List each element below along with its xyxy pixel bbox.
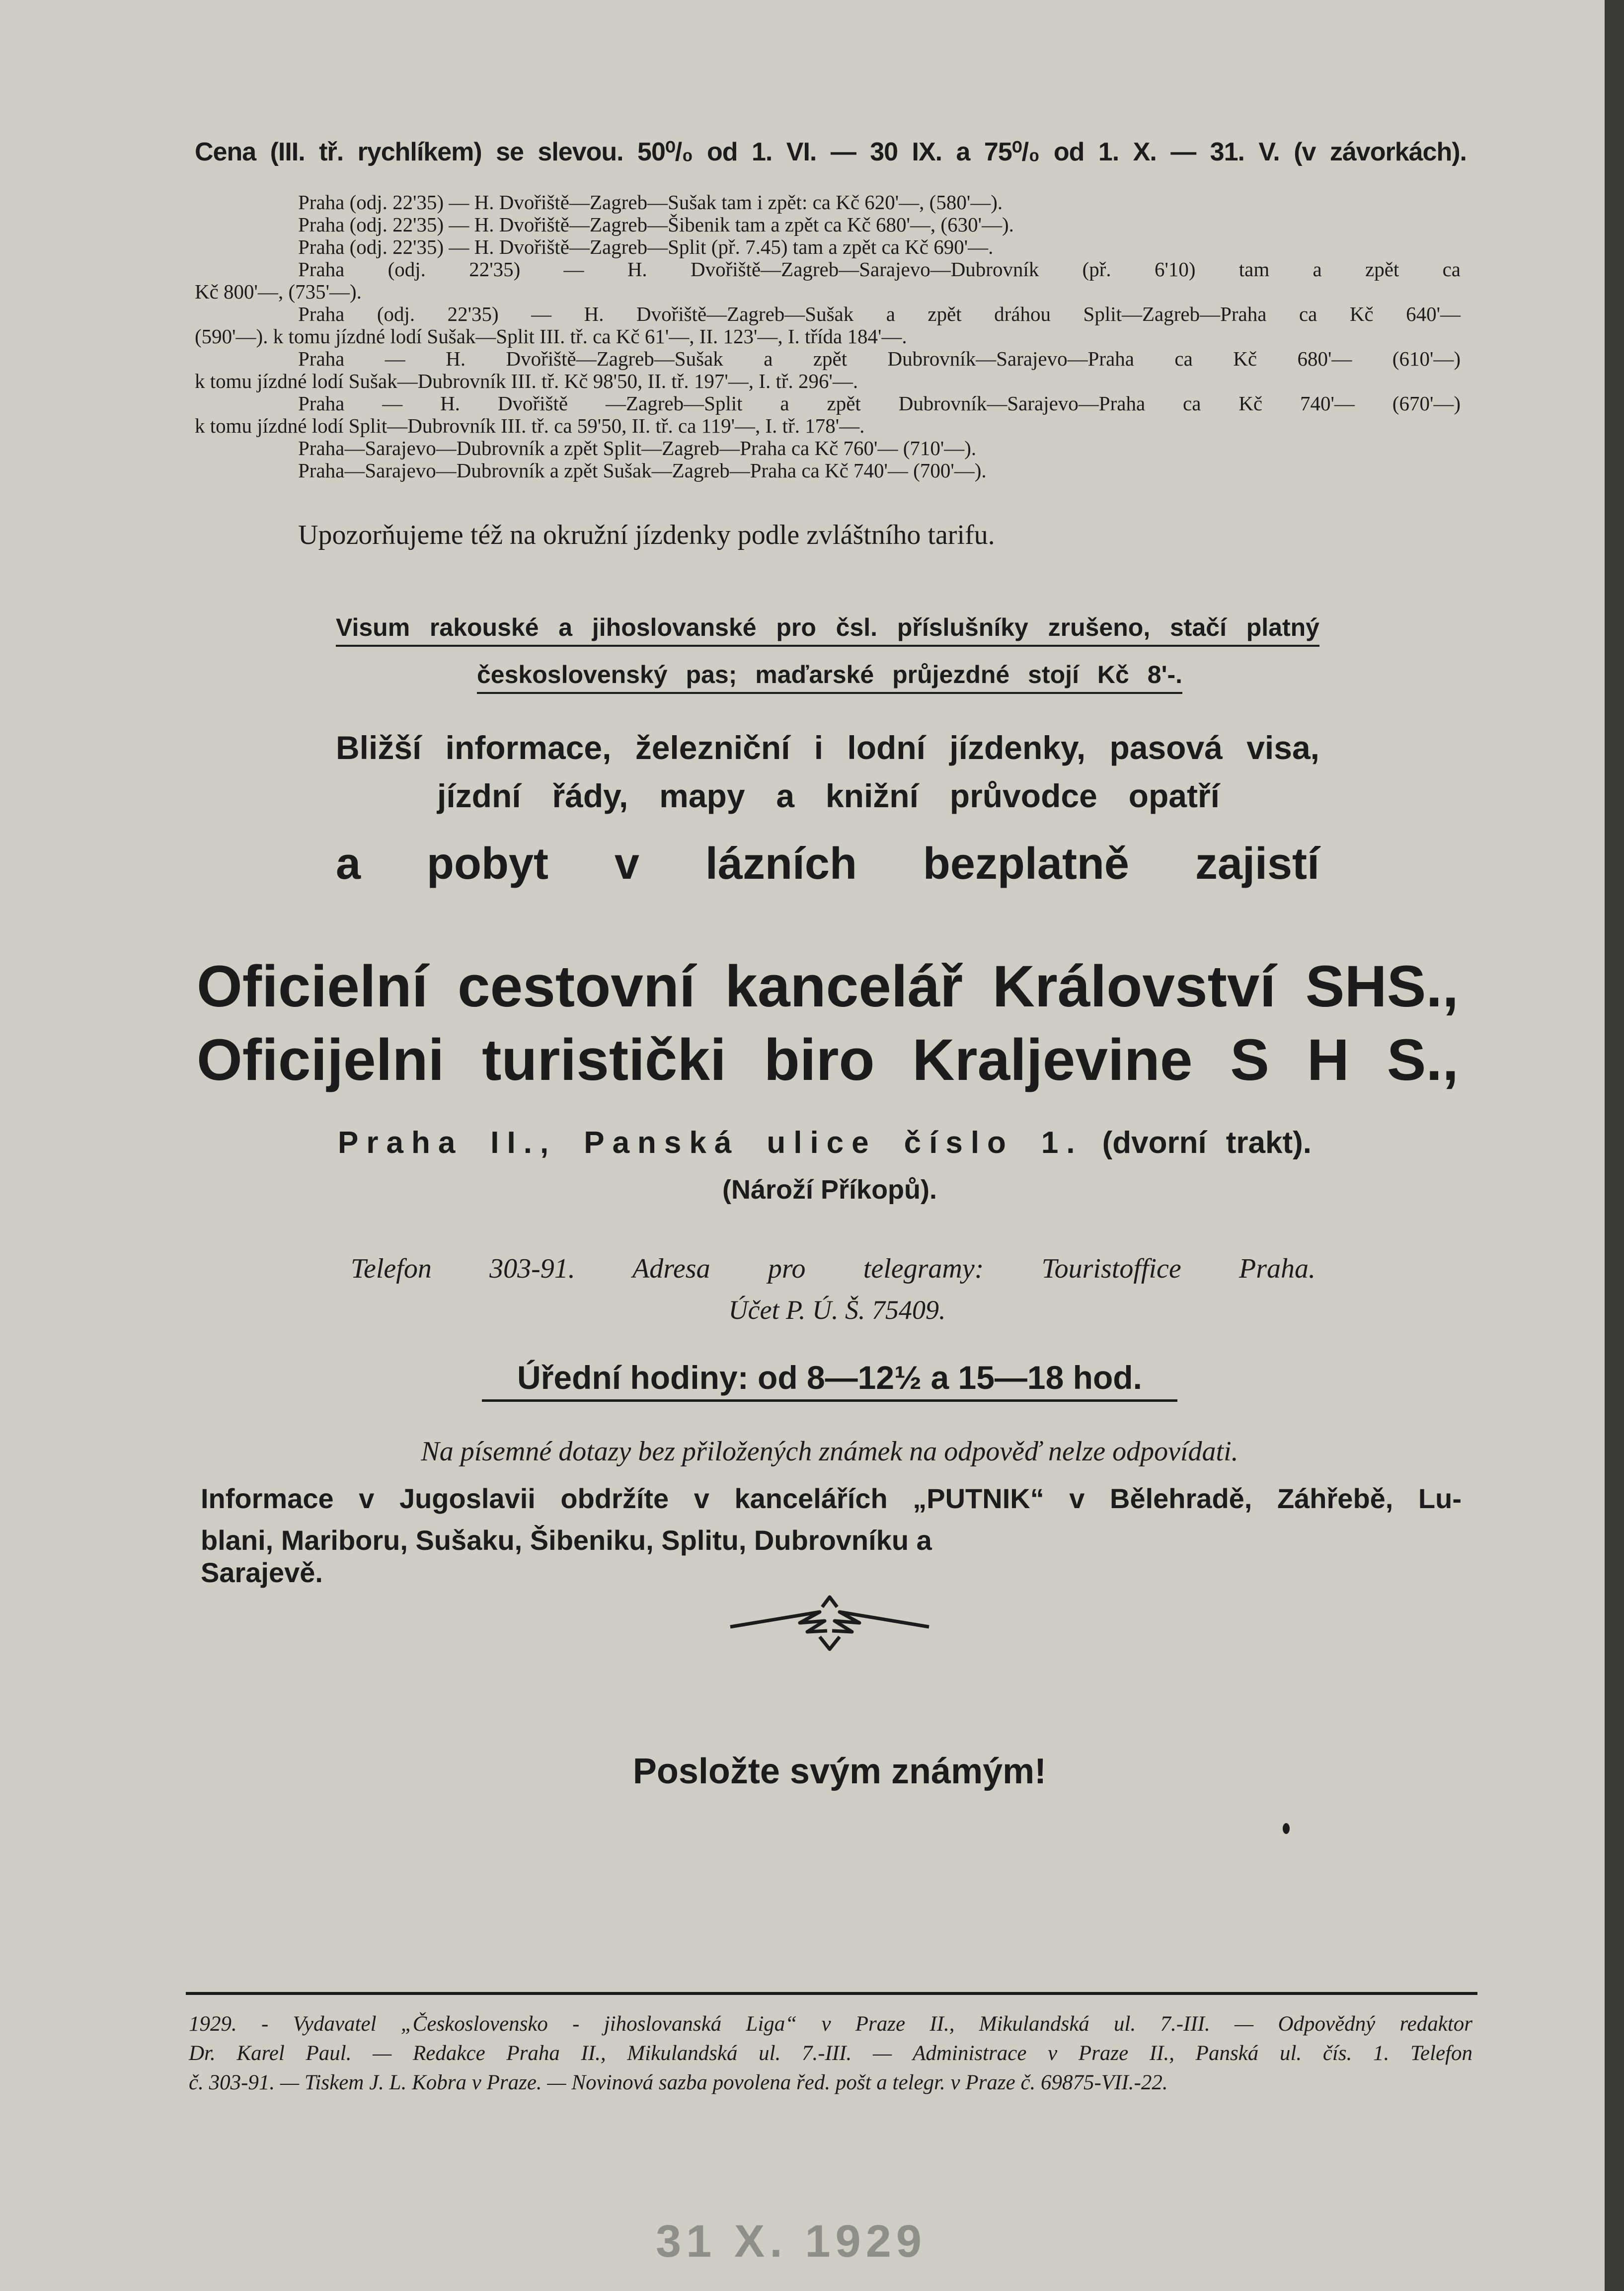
postal-account: Účet P. Ú. Š. 75409.	[728, 1295, 946, 1325]
address-street: Praha II., Panská ulice číslo 1.	[338, 1126, 1083, 1160]
route-line: Praha (odj. 22'35) — H. Dvořiště—Zagreb—Sušak tam i zpět: ca Kč 620'—, (580'—).	[298, 191, 1003, 214]
written-inquiries-note: Na písemné dotazy bez přiložených známek na odpověď nelze odpovídati.	[421, 1436, 1238, 1467]
closing-slogan: Posložte svým známým!	[632, 1752, 1047, 1791]
office-hours: Úřední hodiny: od 8—12½ a 15—18 hod.	[482, 1359, 1177, 1402]
info-line-1: Bližší informace, železniční i lodní jízdenky, pasová visa,	[336, 729, 1319, 766]
footer-divider	[186, 1992, 1477, 1995]
route-line: k tomu jízdné lodí Sušak—Dubrovník III. tř. Kč 98'50, II. tř. 197'—, I. tř. 296'—.	[195, 370, 858, 392]
circular-tickets-note: Upozorňujeme též na okružní jízdenky podle zvláštního tarifu.	[298, 520, 995, 550]
route-line: k tomu jízdné lodí Split—Dubrovník III. tř. ca 59'50, II. tř. ca 119'—, I. tř. 178'—.	[195, 414, 865, 437]
visa-notice-line-2: československý pas; maďarské průjezdné stojí Kč 8'-.	[477, 660, 1182, 694]
telephone-telegram: Telefon 303-91. Adresa pro telegramy: Touristoffice Praha.	[351, 1253, 1315, 1284]
office-name-cz: Oficielní cestovní kancelář Království SHS.,	[197, 954, 1459, 1019]
route-line: Praha (odj. 22'35) — H. Dvořiště—Zagreb—Sušak a zpět dráhou Split—Zagreb—Praha ca Kč 640'—	[298, 303, 1461, 325]
scan-border	[1605, 0, 1624, 2291]
route-group-2	[298, 437, 1341, 482]
route-line: (590'—). k tomu jízdné lodí Sušak—Split III. tř. ca Kč 61'—, II. 123'—, I. třída 184'—.	[195, 325, 907, 348]
office-name-hr: Oficijelni turistički biro Kraljevine S H S.,	[197, 1027, 1459, 1093]
route-line: Praha — H. Dvořiště—Zagreb—Sušak a zpět Dubrovník—Sarajevo—Praha ca Kč 680'— (610'—)	[298, 347, 1461, 370]
visa-notice-line-1: Visum rakouské a jihoslovanské pro čsl. příslušníky zrušeno, stačí platný	[336, 613, 1319, 647]
route-line: Praha—Sarajevo—Dubrovník a zpět Sušak—Zagreb—Praha ca Kč 740'— (700'—).	[298, 459, 987, 482]
date-stamp: 31 X. 1929	[656, 2216, 927, 2267]
price-header: Cena (III. tř. rychlíkem) se slevou. 50⁰/₀ od 1. VI. — 30 IX. a 75⁰/₀ od 1. X. — 31. V. (v závorkách).	[195, 138, 1467, 166]
address-courtyard: (dvorní trakt).	[1102, 1126, 1312, 1160]
route-line: Praha—Sarajevo—Dubrovník a zpět Split—Zagreb—Praha ca Kč 760'— (710'—).	[298, 437, 977, 459]
address-corner: (Nároží Příkopů).	[722, 1175, 937, 1205]
route-line: Praha (odj. 22'35) — H. Dvořiště—Zagreb—Sarajevo—Dubrovník (př. 6'10) tam a zpět ca	[298, 258, 1461, 281]
publisher-imprint	[189, 2009, 1472, 2097]
ink-speck	[1283, 1823, 1290, 1834]
info-line-3: a pobyt v lázních bezplatně zajistí	[336, 839, 1319, 889]
route-line: Kč 800'—, (735'—).	[195, 280, 362, 303]
route-line: Praha (odj. 22'35) — H. Dvořiště—Zagreb—Split (př. 7.45) tam a zpět ca Kč 690'—.	[298, 235, 994, 258]
route-group-1	[298, 191, 1431, 258]
info-line-2: jízdní řády, mapy a knižní průvodce opatří	[437, 777, 1220, 814]
putnik-info-line-2: blani, Mariboru, Sušaku, Šibeniku, Splitu, Dubrovníku a Sarajevě.	[201, 1525, 932, 1588]
putnik-info-line-1: Informace v Jugoslavii obdržíte v kancelářích „PUTNIK“ v Bělehradě, Záhřebě, Lu-	[201, 1483, 1462, 1514]
route-line: Praha (odj. 22'35) — H. Dvořiště—Zagreb—Šibenik tam a zpět ca Kč 680'—, (630'—).	[298, 213, 1014, 236]
office-address	[338, 1125, 1312, 1160]
imprint-line: 1929. - Vydavatel „Československo - jihoslovanská Liga“ v Praze II., Mikulandská ul. 7.-III. — Odpovědný redaktor	[189, 2012, 1472, 2036]
ornament-icon	[725, 1592, 934, 1652]
imprint-line: Dr. Karel Paul. — Redakce Praha II., Mikulandská ul. 7.-III. — Administrace v Praze II., Panská ul. čís. 1. Telefon	[189, 2042, 1472, 2065]
imprint-line: č. 303-91. — Tiskem J. L. Kobra v Praze. — Novinová sazba povolena řed. pošt a telegr. v Praze č. 69875-VII.-22.	[189, 2071, 1168, 2094]
route-line: Praha — H. Dvořiště —Zagreb—Split a zpět Dubrovník—Sarajevo—Praha ca Kč 740'— (670'—)	[298, 392, 1461, 415]
